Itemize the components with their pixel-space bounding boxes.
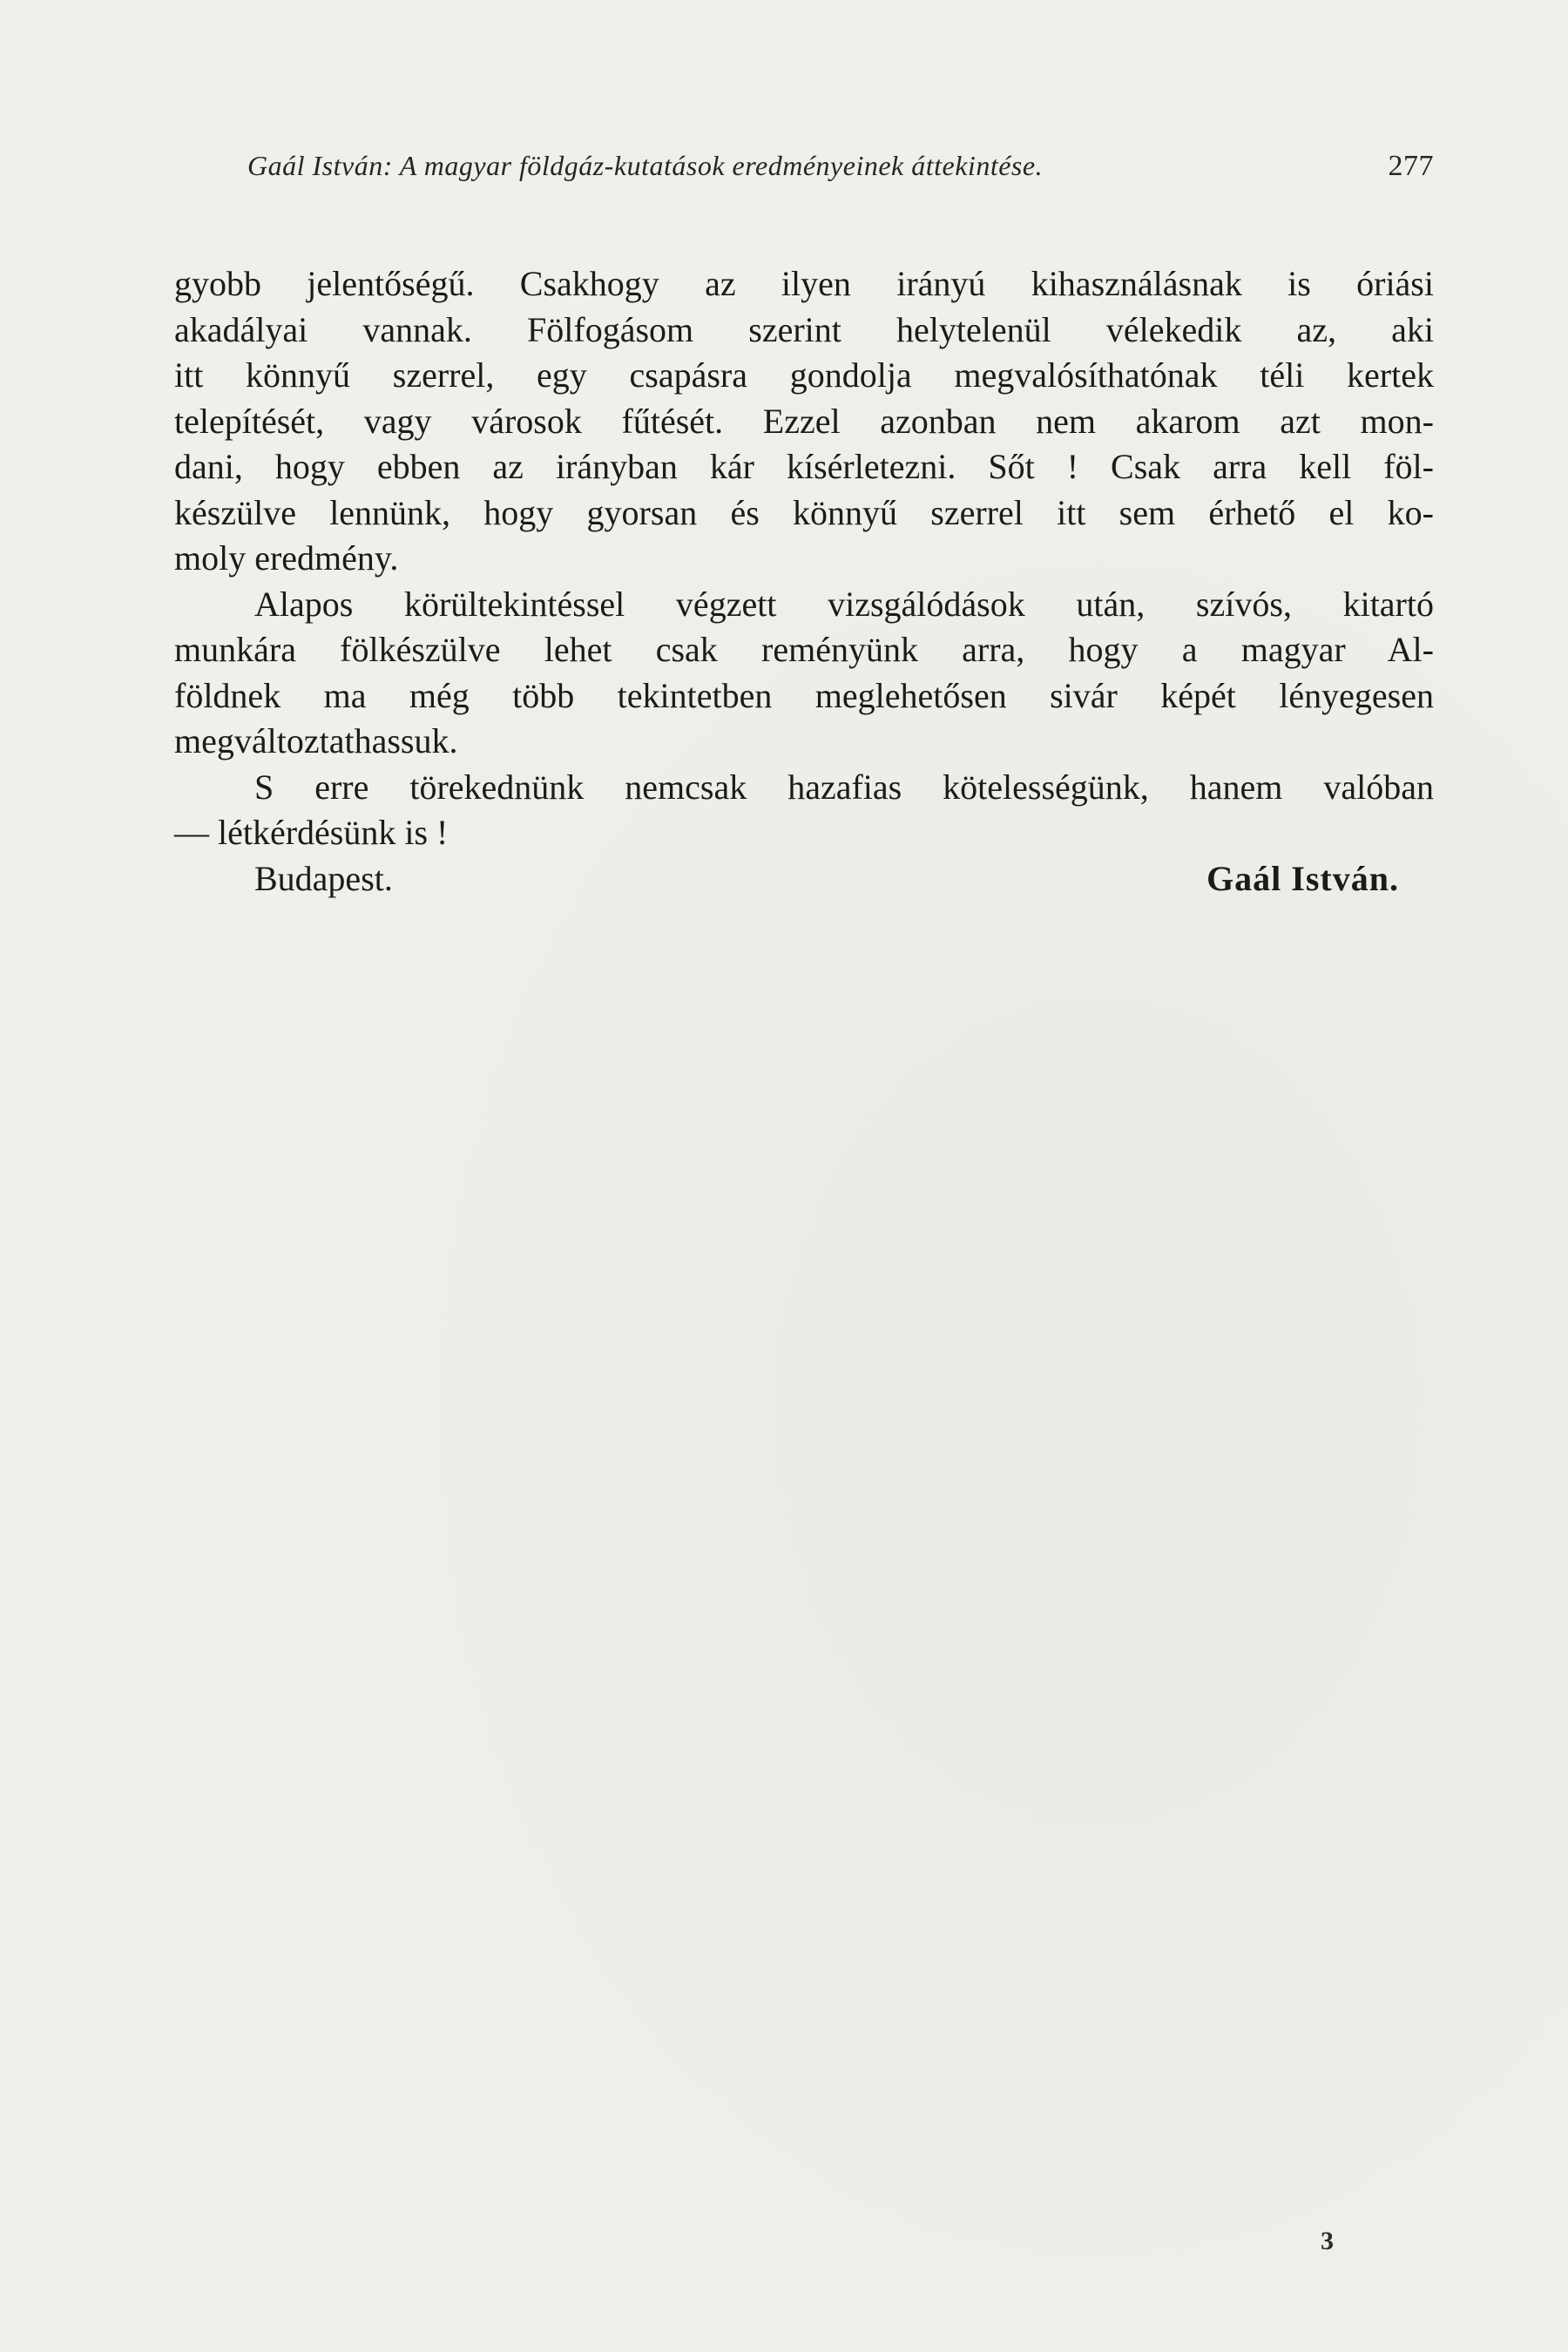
text-line: földnek ma még több tekintetben meglehetősen sivár képét lényegesen: [174, 675, 1434, 715]
signature-mark: 3: [1321, 2227, 1334, 2255]
text-line: készülve lennünk, hogy gyorsan és könnyű szerrel itt sem érhető el ko-: [174, 492, 1434, 532]
running-title: Gaál István: A magyar földgáz-kutatások eredményeinek áttekintése.: [247, 150, 1044, 181]
text-line: gyobb jelentőségű. Csakhogy az ilyen irányú kihasználásnak is óriási: [174, 264, 1434, 303]
place-name: Budapest.: [254, 858, 393, 898]
article-text: [174, 261, 1434, 902]
closing-line: [174, 856, 1434, 902]
page-number: 277: [1388, 150, 1434, 182]
paragraph-first-line: S erre törekednünk nemcsak hazafias kötelességünk, hanem valóban: [254, 767, 1434, 807]
author-signature: Gaál István.: [1206, 858, 1399, 898]
text-line: telepítését, vagy városok fűtését. Ezzel azonban nem akarom azt mon-: [174, 401, 1434, 441]
paragraph-first-line: Alapos körültekintéssel végzett vizsgálódások után, szívós, kitartó: [254, 584, 1434, 624]
page-header: [247, 150, 1434, 193]
bleed-through-texture: [828, 1045, 1437, 2178]
text-line: akadályai vannak. Fölfogásom szerint helytelenül vélekedik az, aki: [174, 309, 1434, 349]
text-line: moly eredmény.: [174, 538, 399, 578]
text-line: megváltoztathassuk.: [174, 721, 458, 760]
text-line: itt könnyű szerrel, egy csapásra gondolja megvalósíthatónak téli kertek: [174, 355, 1434, 395]
text-line: — létkérdésünk is !: [174, 813, 449, 852]
text-line: munkára fölkészülve lehet csak reményünk arra, hogy a magyar Al-: [174, 630, 1434, 669]
text-line: dani, hogy ebben az irányban kár kísérletezni. Sőt ! Csak arra kell föl-: [174, 447, 1434, 486]
